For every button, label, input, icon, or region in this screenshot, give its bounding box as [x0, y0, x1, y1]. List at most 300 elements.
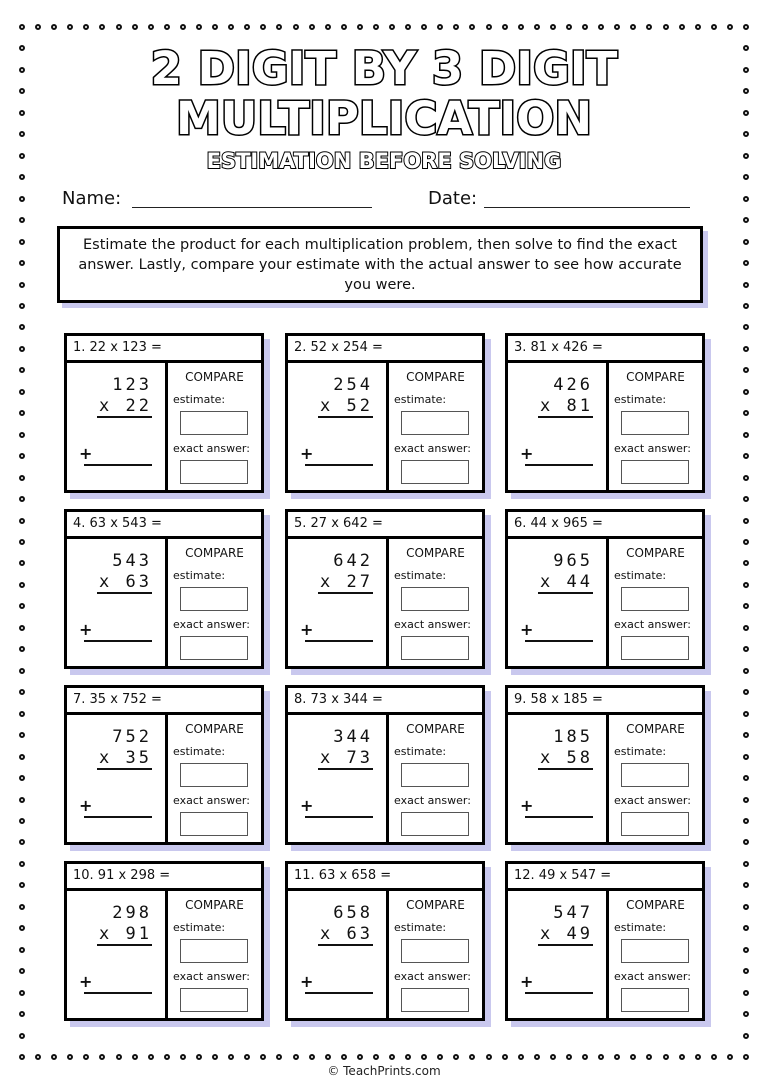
border-dot: [341, 1054, 347, 1060]
problem-header: 3. 81 x 426 =: [508, 336, 702, 363]
exact-answer-input[interactable]: [621, 988, 689, 1012]
plus-sign: +: [520, 796, 534, 815]
estimate-input[interactable]: [180, 763, 248, 787]
border-dot: [743, 711, 749, 717]
border-dot: [148, 1054, 154, 1060]
compare-panel: [168, 539, 261, 666]
compare-panel: [168, 363, 261, 490]
border-dot: [679, 24, 685, 30]
compare-title: COMPARE: [185, 898, 244, 912]
border-dot: [743, 174, 749, 180]
compare-title: COMPARE: [626, 370, 685, 384]
border-dot: [743, 496, 749, 502]
exact-answer-label: exact answer:: [394, 442, 471, 455]
work-area[interactable]: [288, 539, 389, 666]
border-dot: [19, 1011, 25, 1017]
estimate-label: estimate:: [614, 393, 667, 406]
border-dot: [19, 947, 25, 953]
estimate-input[interactable]: [621, 763, 689, 787]
work-area[interactable]: [508, 363, 609, 490]
border-dot: [743, 625, 749, 631]
answer-line[interactable]: [525, 992, 593, 994]
border-dot: [743, 324, 749, 330]
estimate-input[interactable]: [621, 587, 689, 611]
instructions-text: Estimate the product for each multiplication problem, then solve to find the exact answer. Lastly, compare your estimate with the actual answer to see how accurate you were.: [78, 236, 682, 293]
compare-panel: [389, 363, 482, 490]
border-dot: [502, 1054, 508, 1060]
multiplier: x 22: [99, 396, 152, 416]
exact-answer-input[interactable]: [180, 988, 248, 1012]
border-dot: [196, 1054, 202, 1060]
estimate-label: estimate:: [614, 569, 667, 582]
problem-card: [505, 333, 705, 493]
border-dot: [437, 24, 443, 30]
multiplicand: 185: [553, 727, 593, 747]
border-dot: [743, 839, 749, 845]
border-dot: [341, 24, 347, 30]
border-dot: [614, 1054, 620, 1060]
border-dot: [727, 24, 733, 30]
border-dot: [469, 1054, 475, 1060]
border-dot: [743, 947, 749, 953]
border-dot: [743, 1054, 749, 1060]
border-dot: [19, 475, 25, 481]
exact-answer-label: exact answer:: [173, 970, 250, 983]
border-dot: [469, 24, 475, 30]
plus-sign: +: [300, 620, 314, 639]
border-dot: [19, 882, 25, 888]
copyright-footer: © TeachPrints.com: [327, 1064, 441, 1078]
compare-panel: [609, 715, 702, 842]
compare-title: COMPARE: [185, 370, 244, 384]
border-dot: [743, 239, 749, 245]
border-dot: [743, 882, 749, 888]
border-dot: [19, 603, 25, 609]
border-dot: [743, 389, 749, 395]
multiplicand: 547: [553, 903, 593, 923]
name-label: Name:: [62, 188, 122, 209]
border-dot: [743, 475, 749, 481]
estimate-label: estimate:: [173, 393, 226, 406]
border-dot: [19, 839, 25, 845]
border-dot: [357, 1054, 363, 1060]
compare-panel: [609, 891, 702, 1018]
compare-title: COMPARE: [406, 370, 465, 384]
plus-sign: +: [300, 444, 314, 463]
border-dot: [743, 775, 749, 781]
estimate-label: estimate:: [394, 745, 447, 758]
border-dot: [293, 24, 299, 30]
exact-answer-input[interactable]: [180, 460, 248, 484]
border-dot: [19, 539, 25, 545]
border-dot: [389, 1054, 395, 1060]
exact-answer-label: exact answer:: [614, 442, 691, 455]
multiplier: x 63: [99, 572, 152, 592]
answer-line[interactable]: [84, 816, 152, 818]
name-field[interactable]: [132, 207, 372, 208]
border-dot: [132, 1054, 138, 1060]
border-dot: [83, 24, 89, 30]
work-area[interactable]: [67, 363, 168, 490]
problem-header: 9. 58 x 185 =: [508, 688, 702, 715]
answer-line[interactable]: [305, 640, 373, 642]
border-dot: [276, 24, 282, 30]
border-dot: [598, 24, 604, 30]
multiplier: x 73: [320, 748, 373, 768]
exact-answer-input[interactable]: [401, 812, 469, 836]
estimate-input[interactable]: [401, 939, 469, 963]
border-dot: [19, 818, 25, 824]
border-dot: [743, 260, 749, 266]
border-dot: [19, 560, 25, 566]
border-dot: [19, 496, 25, 502]
answer-line[interactable]: [305, 816, 373, 818]
border-dot: [743, 518, 749, 524]
multiplier: x 27: [320, 572, 373, 592]
border-dot: [743, 432, 749, 438]
border-dot: [743, 367, 749, 373]
problem-header: 7. 35 x 752 =: [67, 688, 261, 715]
multiplicand: 254: [333, 375, 373, 395]
border-dot: [164, 1054, 170, 1060]
border-dot: [19, 797, 25, 803]
answer-line[interactable]: [84, 640, 152, 642]
multiplier: x 91: [99, 924, 152, 944]
multiplier: x 44: [540, 572, 593, 592]
border-dot: [743, 346, 749, 352]
border-dot: [453, 24, 459, 30]
estimate-input[interactable]: [621, 939, 689, 963]
problem-card: [285, 333, 485, 493]
answer-line[interactable]: [84, 992, 152, 994]
border-dot: [663, 1054, 669, 1060]
border-dot: [228, 24, 234, 30]
border-dot: [373, 1054, 379, 1060]
exact-answer-input[interactable]: [621, 812, 689, 836]
border-dot: [260, 1054, 266, 1060]
estimate-input[interactable]: [621, 411, 689, 435]
work-area[interactable]: [508, 891, 609, 1018]
multiplier: x 35: [99, 748, 152, 768]
plus-sign: +: [79, 972, 93, 991]
compare-panel: [609, 539, 702, 666]
border-dot: [35, 24, 41, 30]
border-dot: [19, 217, 25, 223]
border-dot: [51, 1054, 57, 1060]
estimate-label: estimate:: [614, 745, 667, 758]
answer-line[interactable]: [84, 464, 152, 466]
border-dot: [743, 990, 749, 996]
estimate-input[interactable]: [401, 411, 469, 435]
exact-answer-label: exact answer:: [173, 618, 250, 631]
border-dot: [260, 24, 266, 30]
border-dot: [19, 754, 25, 760]
border-dot: [357, 24, 363, 30]
estimate-input[interactable]: [401, 587, 469, 611]
work-area[interactable]: [67, 891, 168, 1018]
border-dot: [727, 1054, 733, 1060]
border-dot: [19, 775, 25, 781]
estimate-input[interactable]: [180, 411, 248, 435]
exact-answer-label: exact answer:: [394, 970, 471, 983]
border-dot: [67, 24, 73, 30]
plus-sign: +: [79, 796, 93, 815]
border-dot: [19, 925, 25, 931]
exact-answer-input[interactable]: [180, 812, 248, 836]
estimate-input[interactable]: [180, 587, 248, 611]
problem-card: [285, 509, 485, 669]
exact-answer-label: exact answer:: [173, 442, 250, 455]
exact-answer-input[interactable]: [401, 460, 469, 484]
multiplier: x 81: [540, 396, 593, 416]
work-area[interactable]: [288, 363, 389, 490]
border-dot: [325, 24, 331, 30]
multiplicand: 965: [553, 551, 593, 571]
border-dot: [35, 1054, 41, 1060]
border-dot: [244, 1054, 250, 1060]
border-dot: [743, 925, 749, 931]
border-dot: [743, 1011, 749, 1017]
exact-answer-input[interactable]: [401, 988, 469, 1012]
multiplicand: 658: [333, 903, 373, 923]
border-dot: [19, 260, 25, 266]
border-dot: [19, 861, 25, 867]
border-dot: [116, 24, 122, 30]
border-dot: [421, 24, 427, 30]
border-dot: [83, 1054, 89, 1060]
border-dot: [212, 1054, 218, 1060]
border-dot: [19, 646, 25, 652]
estimate-label: estimate:: [173, 569, 226, 582]
border-dot: [566, 1054, 572, 1060]
border-dot: [228, 1054, 234, 1060]
compare-title: COMPARE: [406, 898, 465, 912]
border-dot: [502, 24, 508, 30]
border-dot: [743, 1033, 749, 1039]
compare-panel: [609, 363, 702, 490]
border-dot: [309, 24, 315, 30]
problem-card: [64, 861, 264, 1021]
work-area[interactable]: [508, 539, 609, 666]
plus-sign: +: [520, 444, 534, 463]
plus-sign: +: [79, 620, 93, 639]
border-dot: [743, 282, 749, 288]
exact-answer-input[interactable]: [180, 636, 248, 660]
border-dot: [99, 24, 105, 30]
compare-title: COMPARE: [626, 898, 685, 912]
border-dot: [244, 24, 250, 30]
border-dot: [19, 668, 25, 674]
border-dot: [711, 24, 717, 30]
problem-header: 12. 49 x 547 =: [508, 864, 702, 891]
problem-header: 4. 63 x 543 =: [67, 512, 261, 539]
border-dot: [743, 303, 749, 309]
exact-answer-input[interactable]: [621, 636, 689, 660]
border-dot: [679, 1054, 685, 1060]
multiplier: x 52: [320, 396, 373, 416]
compare-panel: [389, 891, 482, 1018]
border-dot: [212, 24, 218, 30]
multiplicand: 642: [333, 551, 373, 571]
border-dot: [373, 24, 379, 30]
border-dot: [743, 582, 749, 588]
estimate-input[interactable]: [180, 939, 248, 963]
border-dot: [19, 367, 25, 373]
estimate-label: estimate:: [394, 393, 447, 406]
border-dot: [325, 1054, 331, 1060]
problem-header: 11. 63 x 658 =: [288, 864, 482, 891]
compare-title: COMPARE: [185, 722, 244, 736]
border-dot: [518, 1054, 524, 1060]
multiplicand: 344: [333, 727, 373, 747]
border-dot: [405, 1054, 411, 1060]
border-dot: [19, 711, 25, 717]
border-dot: [51, 24, 57, 30]
work-area[interactable]: [67, 539, 168, 666]
estimate-input[interactable]: [401, 763, 469, 787]
date-field[interactable]: [484, 207, 690, 208]
border-dot: [19, 582, 25, 588]
instructions-box: [57, 226, 703, 303]
work-area[interactable]: [508, 715, 609, 842]
border-dot: [19, 904, 25, 910]
border-dot: [19, 324, 25, 330]
exact-answer-label: exact answer:: [394, 794, 471, 807]
problem-card: [505, 509, 705, 669]
multiplicand: 426: [553, 375, 593, 395]
exact-answer-input[interactable]: [621, 460, 689, 484]
border-dot: [646, 1054, 652, 1060]
border-dot: [19, 968, 25, 974]
answer-line[interactable]: [525, 816, 593, 818]
border-dot: [276, 1054, 282, 1060]
problem-header: 5. 27 x 642 =: [288, 512, 482, 539]
compare-title: COMPARE: [406, 722, 465, 736]
problem-card: [505, 861, 705, 1021]
problem-card: [285, 861, 485, 1021]
answer-line[interactable]: [305, 464, 373, 466]
exact-answer-input[interactable]: [401, 636, 469, 660]
work-area[interactable]: [288, 891, 389, 1018]
border-dot: [19, 432, 25, 438]
title-line-1: 2 DIGIT BY 3 DIGIT: [150, 42, 618, 95]
border-dot: [582, 24, 588, 30]
exact-answer-label: exact answer:: [614, 618, 691, 631]
compare-panel: [168, 715, 261, 842]
work-area[interactable]: [67, 715, 168, 842]
date-label: Date:: [428, 188, 478, 209]
border-dot: [293, 1054, 299, 1060]
multiplier: x 63: [320, 924, 373, 944]
border-dot: [486, 1054, 492, 1060]
problem-header: 8. 73 x 344 =: [288, 688, 482, 715]
problem-card: [505, 685, 705, 845]
border-dot: [19, 239, 25, 245]
border-dot: [614, 24, 620, 30]
multiplicand: 298: [112, 903, 152, 923]
estimate-label: estimate:: [394, 921, 447, 934]
plus-sign: +: [300, 796, 314, 815]
plus-sign: +: [520, 620, 534, 639]
border-dot: [309, 1054, 315, 1060]
border-dot: [196, 24, 202, 30]
border-dot: [164, 24, 170, 30]
multiplicand: 123: [112, 375, 152, 395]
border-dot: [743, 754, 749, 760]
border-dot: [19, 732, 25, 738]
subtitle: ESTIMATION BEFORE SOLVING: [206, 149, 562, 173]
border-dot: [743, 904, 749, 910]
border-dot: [630, 1054, 636, 1060]
border-dot: [19, 990, 25, 996]
compare-panel: [168, 891, 261, 1018]
border-dot: [743, 818, 749, 824]
problem-header: 6. 44 x 965 =: [508, 512, 702, 539]
multiplicand: 752: [112, 727, 152, 747]
border-dot: [743, 603, 749, 609]
problem-card: [285, 685, 485, 845]
problem-card: [64, 509, 264, 669]
border-dot: [743, 24, 749, 30]
border-dot: [630, 24, 636, 30]
border-dot: [695, 1054, 701, 1060]
border-dot: [534, 1054, 540, 1060]
plus-sign: +: [79, 444, 93, 463]
border-dot: [19, 453, 25, 459]
border-dot: [67, 1054, 73, 1060]
border-dot: [19, 389, 25, 395]
border-dot: [598, 1054, 604, 1060]
border-dot: [582, 1054, 588, 1060]
border-dot: [486, 24, 492, 30]
border-dot: [518, 24, 524, 30]
work-area[interactable]: [288, 715, 389, 842]
border-dot: [743, 410, 749, 416]
estimate-label: estimate:: [614, 921, 667, 934]
problem-header: 10. 91 x 298 =: [67, 864, 261, 891]
border-dot: [646, 24, 652, 30]
border-dot: [743, 668, 749, 674]
border-dot: [421, 1054, 427, 1060]
border-dot: [132, 24, 138, 30]
answer-line[interactable]: [525, 640, 593, 642]
border-dot: [116, 1054, 122, 1060]
compare-title: COMPARE: [626, 546, 685, 560]
compare-title: COMPARE: [626, 722, 685, 736]
border-dot: [743, 453, 749, 459]
border-dot: [99, 1054, 105, 1060]
answer-line[interactable]: [525, 464, 593, 466]
border-dot: [19, 24, 25, 30]
multiplicand: 543: [112, 551, 152, 571]
multiplier: x 58: [540, 748, 593, 768]
answer-line[interactable]: [305, 992, 373, 994]
border-dot: [19, 346, 25, 352]
exact-answer-label: exact answer:: [394, 618, 471, 631]
multiplier: x 49: [540, 924, 593, 944]
border-dot: [743, 196, 749, 202]
border-dot: [453, 1054, 459, 1060]
border-dot: [743, 797, 749, 803]
compare-title: COMPARE: [406, 546, 465, 560]
problem-card: [64, 333, 264, 493]
border-dot: [19, 196, 25, 202]
estimate-label: estimate:: [394, 569, 447, 582]
border-dot: [743, 689, 749, 695]
border-dot: [534, 24, 540, 30]
border-dot: [550, 1054, 556, 1060]
border-dot: [405, 24, 411, 30]
